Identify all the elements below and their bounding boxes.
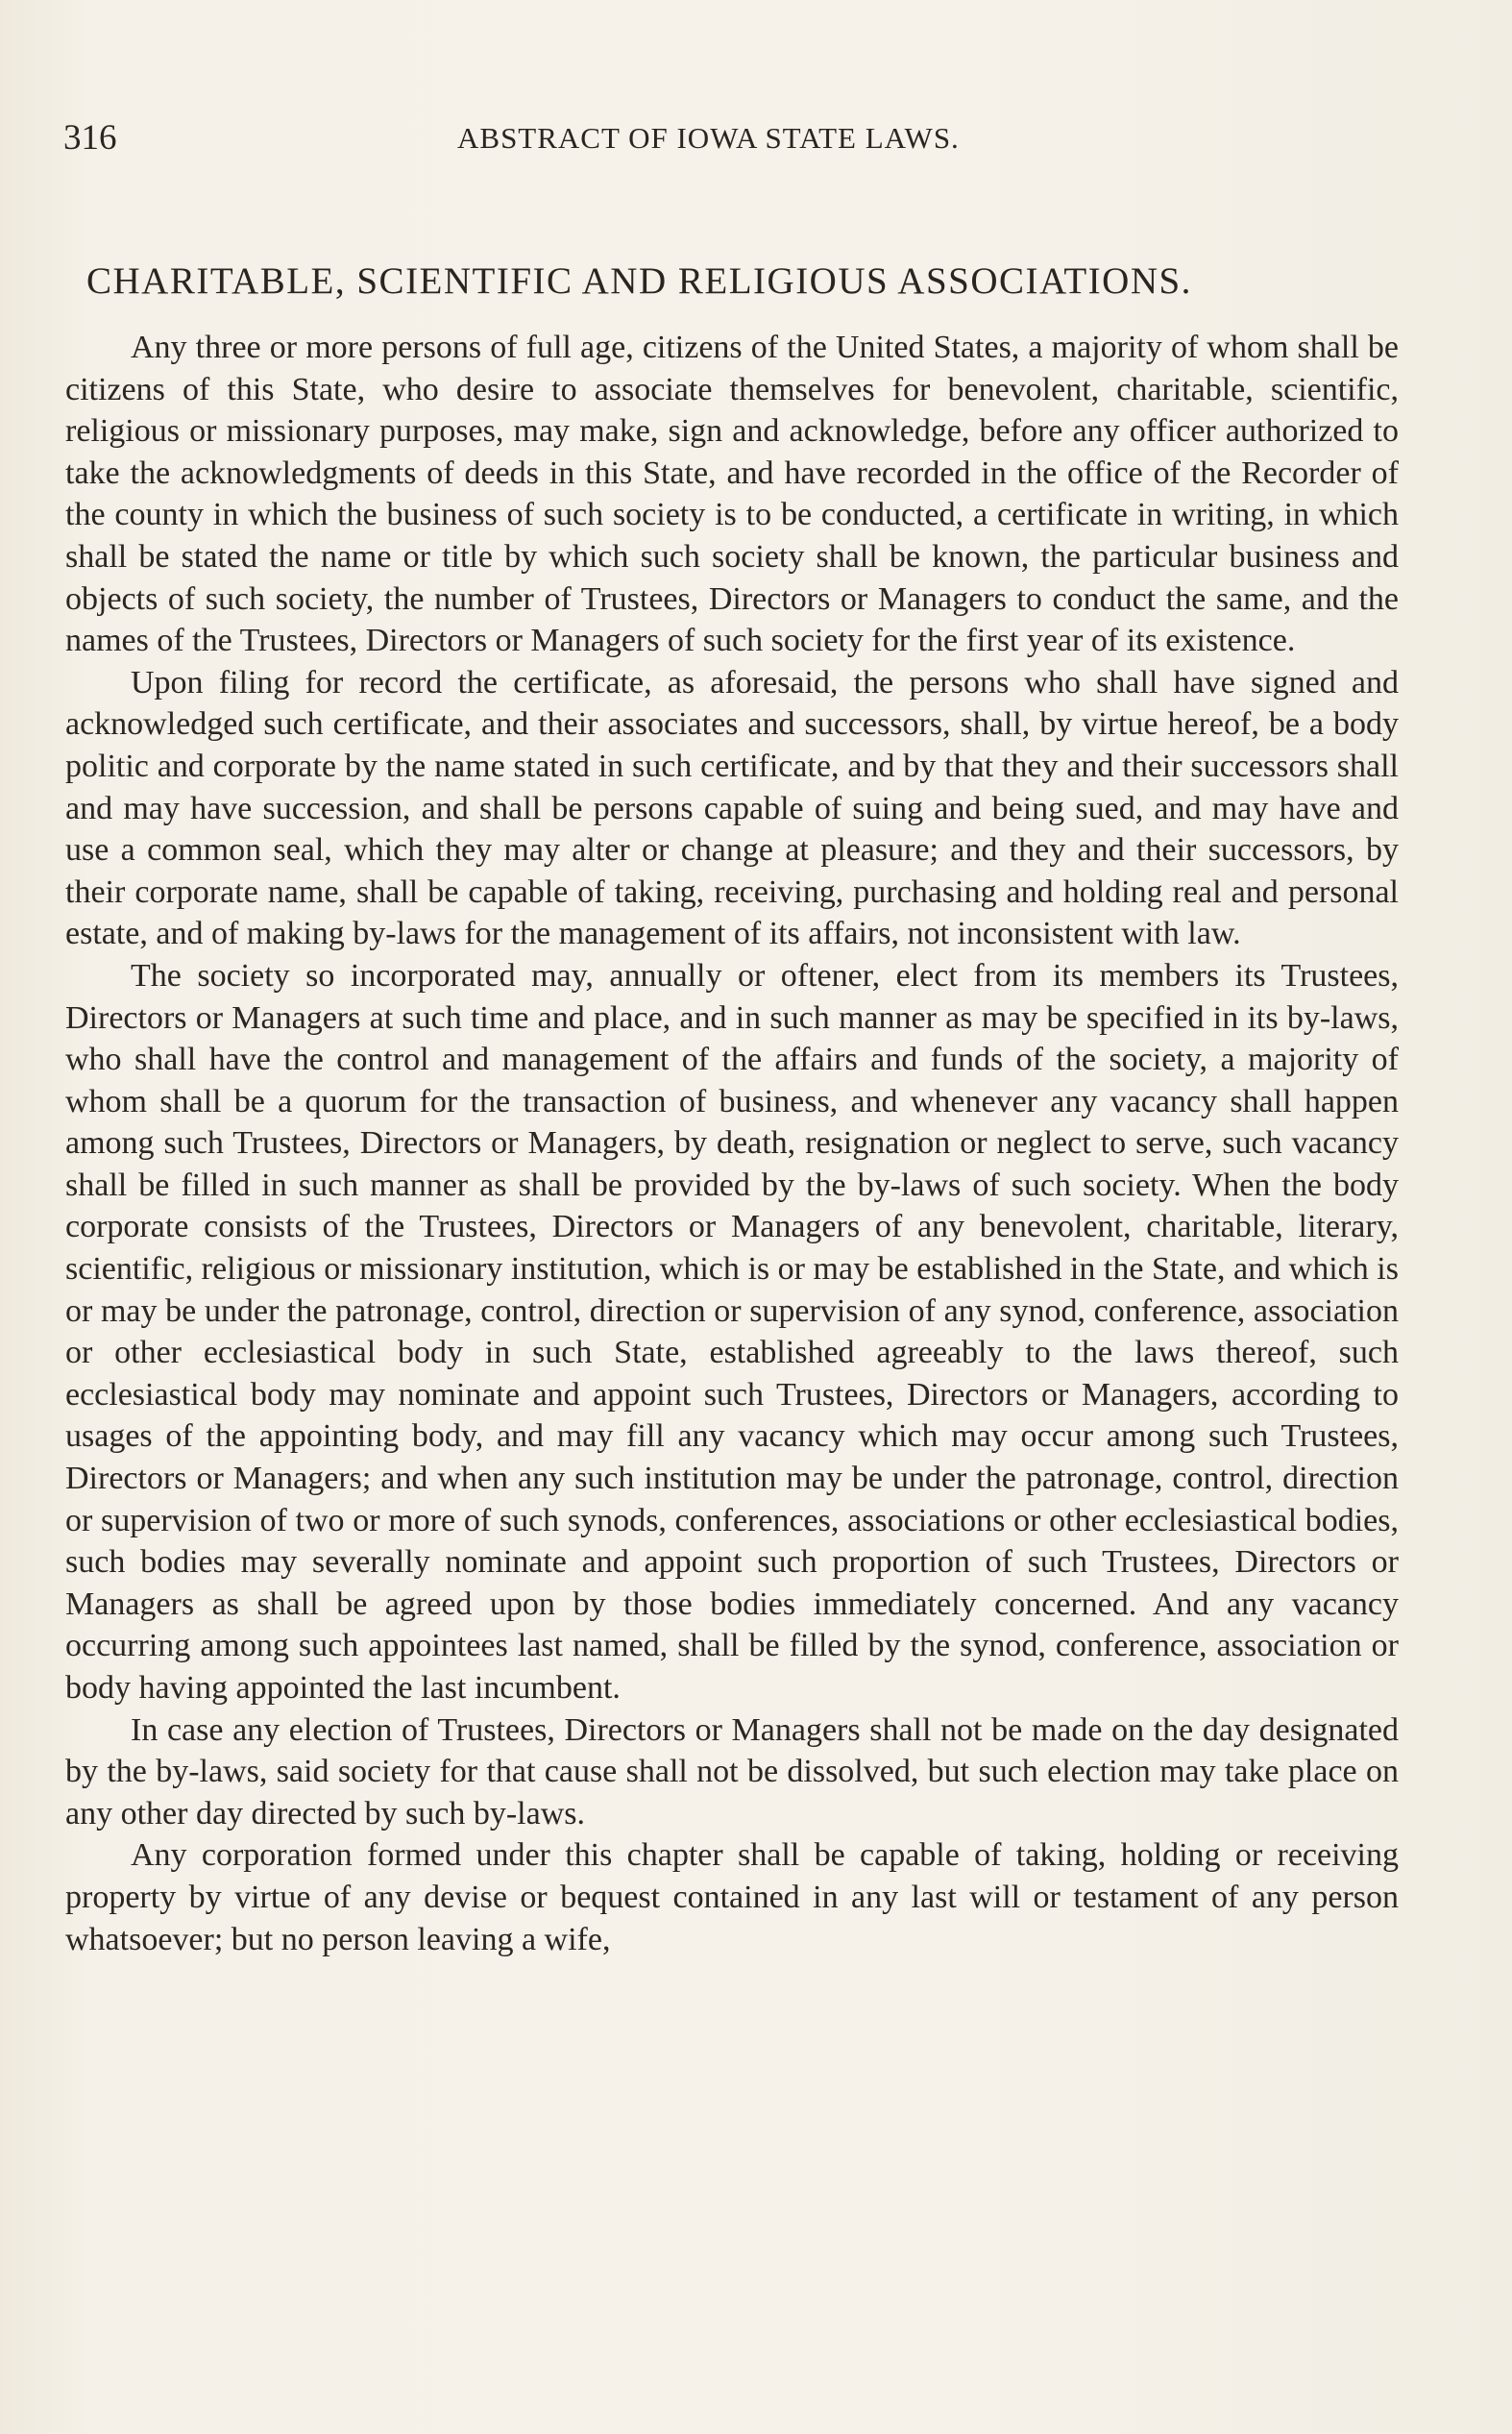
running-head: ABSTRACT OF IOWA STATE LAWS. <box>457 121 960 155</box>
paragraph-property: Any corporation formed under this chapter shall be capable of taking, holding or receiving property by virtue of any devise or bequest contained in any last will or testament of any person whatsoever; but no person leaving a wife, <box>65 1837 1399 1957</box>
paragraph-corporate-powers: Upon filing for record the certificate, as aforesaid, the persons who shall have signed and acknowledged such certificate, and their associates and successors, shall, by virtue hereof, be a body politic and corporate by the name stated in such certificate, and by that they and their successors shall and may have succession, and shall be persons capable of suing and being sued, and may have and use a common seal, which they may alter or change at pleasure; and they and their successors, by their corporate name, shall be capable of taking, receiving, purchasing and holding real and personal estate, and of making by-laws for the management of its affairs, not inconsistent with law. <box>65 664 1399 952</box>
paragraph-incorporation: Any three or more persons of full age, citizens of the United States, a majority of whom shall be citizens of this State, who desire to associate themselves for benevolent, charitable, scientific, religious or missionary purposes, may make, sign and acknowledge, before any officer authorized to take the acknowledgments of deeds in this State, and have recorded in the office of the Recorder of the county in which the business of such society is to be conducted, a certificate in writing, in which shall be stated the name or title by which such society shall be known, the particular business and objects of such society, the number of Trustees, Directors or Managers to conduct the same, and the names of the Trustees, Directors or Managers of such society for the first year of its existence. <box>65 330 1399 659</box>
paragraph-election: In case any election of Trustees, Directors or Managers shall not be made on the day designated by the by-laws, said society for that cause shall not be dissolved, but such election may take place on any other day directed by such by-laws. <box>65 1711 1399 1832</box>
section-title: CHARITABLE, SCIENTIFIC AND RELIGIOUS ASSOCIATIONS. <box>86 260 1192 302</box>
paragraph-trustees: The society so incorporated may, annually or oftener, elect from its members its Trustees, Directors or Managers at such time and place, and in such manner as may be specified in its by-laws, who shall have the control and management of the affairs and funds of the society, a majority of whom shall be a quorum for the transaction of business, and whenever any vacancy shall happen among such Trustees, Directors or Managers, by death, resignation or neglect to serve, such vacancy shall be filled in such manner as shall be provided by the by-laws of such society. When the body corporate consists of the Trustees, Directors or Managers of any benevolent, charitable, literary, scientific, religious or missionary institution, which is or may be established in the State, and which is or may be under the patronage, control, direction or supervision of any synod, conference, association or other ecclesiastical body in such State, established agreeably to the laws thereof, such ecclesiastical body may nominate and appoint such Trustees, Directors or Managers, according to usages of the appointing body, and may fill any vacancy which may occur among such Trustees, Directors or Managers; and when any such institution may be under the patronage, control, direction or supervision of two or more of such synods, conferences, associations or other ecclesiastical bodies, such bodies may severally nominate and appoint such proportion of such Trustees, Directors or Managers as shall be agreed upon by those bodies immediately concerned. And any vacancy occurring among such appointees last named, shall be filled by the synod, conference, association or body having appointed the last incumbent. <box>65 957 1399 1706</box>
body-text <box>65 327 1399 1960</box>
page-number: 316 <box>63 118 117 158</box>
page-header <box>63 117 1399 161</box>
